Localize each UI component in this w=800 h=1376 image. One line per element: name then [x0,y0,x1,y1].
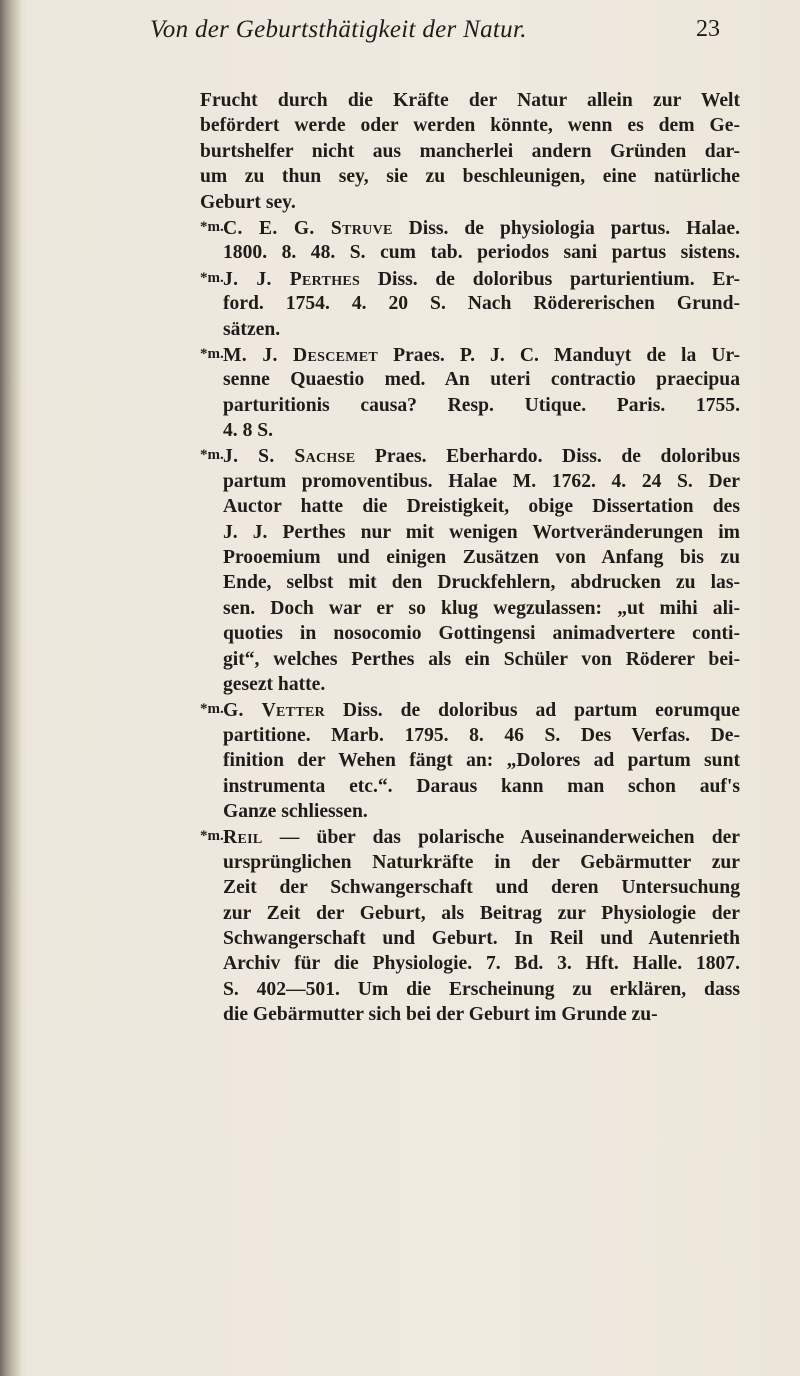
text-line: Archiv für die Physiologie. 7. Bd. 3. Hft. Halle. 1807. [223,953,740,975]
text-line: gesezt hatte. [223,673,326,695]
text-line: um zu thun sey, sie zu beschleunigen, eine natürliche [200,166,740,188]
body-text [200,88,740,1027]
page-binding-edge [0,0,22,1376]
text-line: Auctor hatte die Dreistigkeit, obige Dissertation des [223,496,740,518]
text-line [200,215,740,240]
text-line [200,266,740,291]
text-line: ursprünglichen Naturkräfte in der Gebärmutter zur [223,851,740,873]
entry-text: Diss. de physiologia partus. Halae. [392,217,740,239]
entry-text: Diss. de doloribus parturientium. Er- [360,268,740,290]
text-line: sätzen. [223,318,281,340]
text-line: J. J. Perthes nur mit wenigen Wortveränderungen im [223,521,740,543]
text-line: partitione. Marb. 1795. 8. 46 S. Des Verfas. De- [223,724,740,746]
text-line [200,443,740,468]
text-line: Ganze schliessen. [223,800,368,822]
author-name: J. J. Perthes [223,268,361,290]
text-line [200,824,740,849]
entry-marker: *m. [200,269,224,286]
text-line: Zeit der Schwangerschaft und deren Untersuchung [223,877,740,899]
text-line: die Gebärmutter sich bei der Geburt im Grunde zu- [223,1004,658,1026]
text-line [200,697,740,722]
text-line: partum promoventibus. Halae M. 1762. 4. 24 S. Der [223,470,740,492]
entry-text: Praes. Eberhardo. Diss. de doloribus [355,446,740,468]
text-line [200,342,740,367]
text-line: burtshelfer nicht aus mancherlei andern Gründen dar- [200,140,740,162]
text-line: Frucht durch die Kräfte der Natur allein zur Welt [200,90,740,111]
text-line: instrumenta etc.“. Daraus kann man schon auf's [223,775,740,797]
text-line: 1800. 8. 48. S. cum tab. periodos sani partus sistens. [223,242,740,264]
text-line: senne Quaestio med. An uteri contractio praecipua [223,369,740,391]
author-name: G. Vetter [223,700,326,722]
entry-marker: *m. [200,447,224,464]
text-line: git“, welches Perthes als ein Schüler von Röderer bei- [223,648,740,670]
running-title: Von der Geburtsthätigkeit der Natur. [150,16,527,43]
page-header [150,12,720,52]
entry-marker: *m. [200,828,224,845]
entry-text: — über das polarische Auseinanderweichen der [262,827,740,849]
text-line: Ende, selbst mit den Druckfehlern, abdrucken zu las- [223,572,740,594]
author-name: M. J. Descemet [223,344,379,366]
text-line: befördert werde oder werden könnte, wenn es dem Ge- [200,115,740,137]
text-line: finition der Wehen fängt an: „Dolores ad partum sunt [223,750,740,772]
entry-marker: *m. [200,701,224,718]
text-line: parturitionis causa? Resp. Utique. Paris. 1755. [223,394,740,416]
text-line: Geburt sey. [200,191,296,213]
entry-text: Diss. de doloribus ad partum eorumque [325,700,741,722]
text-line: 4. 8 S. [223,420,274,442]
entry-marker: *m. [200,345,224,362]
author-name: C. E. G. Struve [223,217,393,239]
text-line: ford. 1754. 4. 20 S. Nach Rödererischen Grund- [223,293,740,315]
text-line: Schwangerschaft und Geburt. In Reil und Autenrieth [223,927,740,949]
author-name: Reil [223,827,263,849]
page-number: 23 [696,16,720,42]
author-name: J. S. Sachse [223,446,356,468]
entry-marker: *m. [200,218,224,235]
text-line: zur Zeit der Geburt, als Beitrag zur Physiologie der [223,902,740,924]
entry-text: Praes. P. J. C. Manduyt de la Ur- [378,344,740,366]
text-line: S. 402—501. Um die Erscheinung zu erklären, dass [223,978,740,1000]
text-line: sen. Doch war er so klug wegzulassen: „ut mihi ali- [223,597,740,619]
text-line: Prooemium und einigen Zusätzen von Anfang bis zu [223,547,740,569]
text-line: quoties in nosocomio Gottingensi animadvertere conti- [223,623,740,645]
